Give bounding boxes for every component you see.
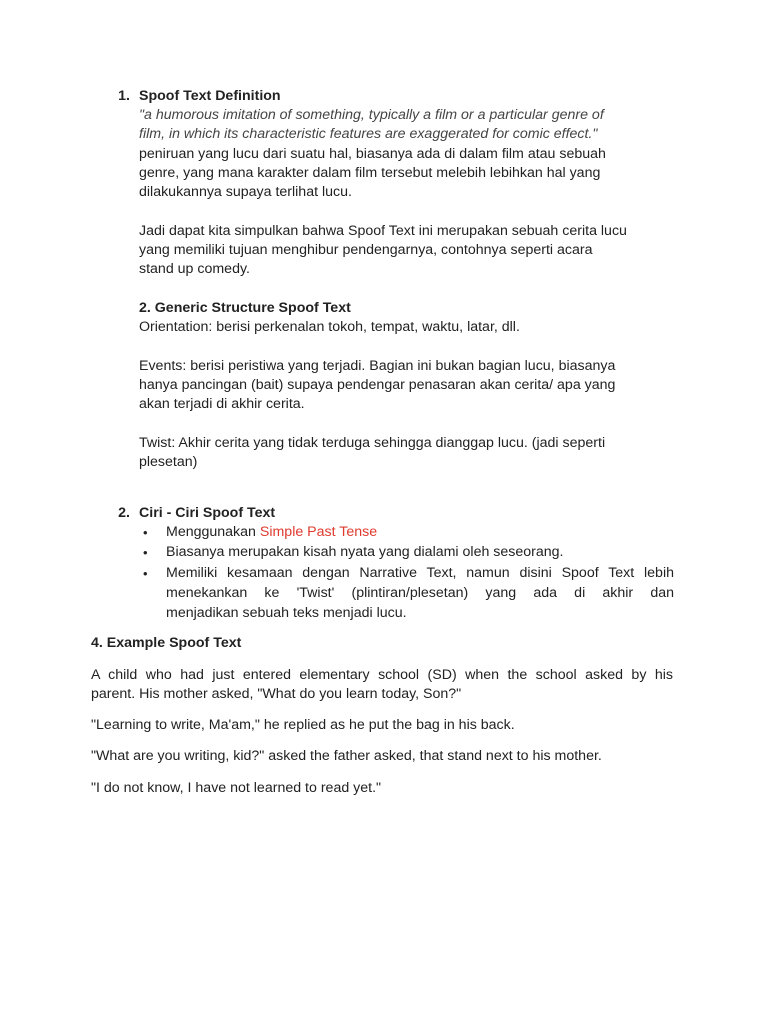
- generic-structure-heading: 2. Generic Structure Spoof Text: [139, 300, 351, 316]
- bullet-item-3-line-3: menjadikan sebuah teks menjadi lucu.: [166, 605, 407, 621]
- example-heading: 4. Example Spoof Text: [91, 635, 242, 651]
- definition-quote-line-1: "a humorous imitation of something, typically a film or a particular genre of: [139, 107, 604, 123]
- events-line-1: Events: berisi peristiwa yang terjadi. Bagian ini bukan bagian lucu, biasanya: [139, 358, 616, 374]
- conclusion-line-2: yang memiliki tujuan menghibur pendengarnya, contohnya seperti acara: [139, 242, 593, 258]
- example-paragraph-3: "What are you writing, kid?" asked the father asked, that stand next to his mother.: [91, 748, 602, 764]
- bullet-marker-3: •: [143, 566, 148, 581]
- definition-translation-line-1: peniruan yang lucu dari suatu hal, biasanya ada di dalam film atau sebuah: [139, 146, 606, 162]
- example-paragraph-4: "I do not know, I have not learned to read yet.": [91, 780, 382, 796]
- section2-number: 2.: [118, 505, 130, 521]
- conclusion-line-3: stand up comedy.: [139, 261, 250, 277]
- orientation-text: Orientation: berisi perkenalan tokoh, tempat, waktu, latar, dll.: [139, 319, 520, 335]
- bullet-item-2: Biasanya merupakan kisah nyata yang dialami oleh seseorang.: [166, 544, 564, 560]
- section2-heading: Ciri - Ciri Spoof Text: [139, 505, 276, 521]
- twist-line-2: plesetan): [139, 454, 198, 470]
- events-line-3: akan terjadi di akhir cerita.: [139, 396, 305, 412]
- simple-past-tense-highlight: Simple Past Tense: [259, 524, 378, 540]
- definition-translation-line-2: genre, yang mana karakter dalam film tersebut melebih lebihkan hal yang: [139, 165, 601, 181]
- bullet-marker-2: •: [143, 545, 148, 560]
- events-line-2: hanya pancingan (bait) supaya pendengar penasaran akan cerita/ apa yang: [139, 377, 616, 393]
- example-paragraph-1-line-1: A child who had just entered elementary school (SD) when the school asked by his: [91, 667, 673, 683]
- twist-line-1: Twist: Akhir cerita yang tidak terduga sehingga dianggap lucu. (jadi seperti: [139, 435, 606, 451]
- definition-quote-line-2: film, in which its characteristic features are exaggerated for comic effect.": [139, 126, 598, 142]
- section1-heading: Spoof Text Definition: [139, 88, 281, 104]
- definition-translation-line-3: dilakukannya supaya terlihat lucu.: [139, 184, 352, 200]
- bullet-marker-1: •: [143, 525, 148, 540]
- example-paragraph-2: "Learning to write, Ma'am," he replied as he put the bag in his back.: [91, 717, 515, 733]
- example-paragraph-1-line-2: parent. His mother asked, "What do you learn today, Son?": [91, 686, 462, 702]
- bullet-item-1: [166, 523, 377, 542]
- conclusion-line-1: Jadi dapat kita simpulkan bahwa Spoof Text ini merupakan sebuah cerita lucu: [139, 223, 627, 239]
- bullet-item-1-prefix: Menggunakan: [166, 524, 260, 540]
- section1-number: 1.: [118, 88, 130, 104]
- bullet-item-3-line-1: Memiliki kesamaan dengan Narrative Text, namun disini Spoof Text lebih: [166, 565, 674, 581]
- bullet-item-3-line-2: menekankan ke 'Twist' (plintiran/plesetan) yang ada di akhir dan: [166, 585, 674, 601]
